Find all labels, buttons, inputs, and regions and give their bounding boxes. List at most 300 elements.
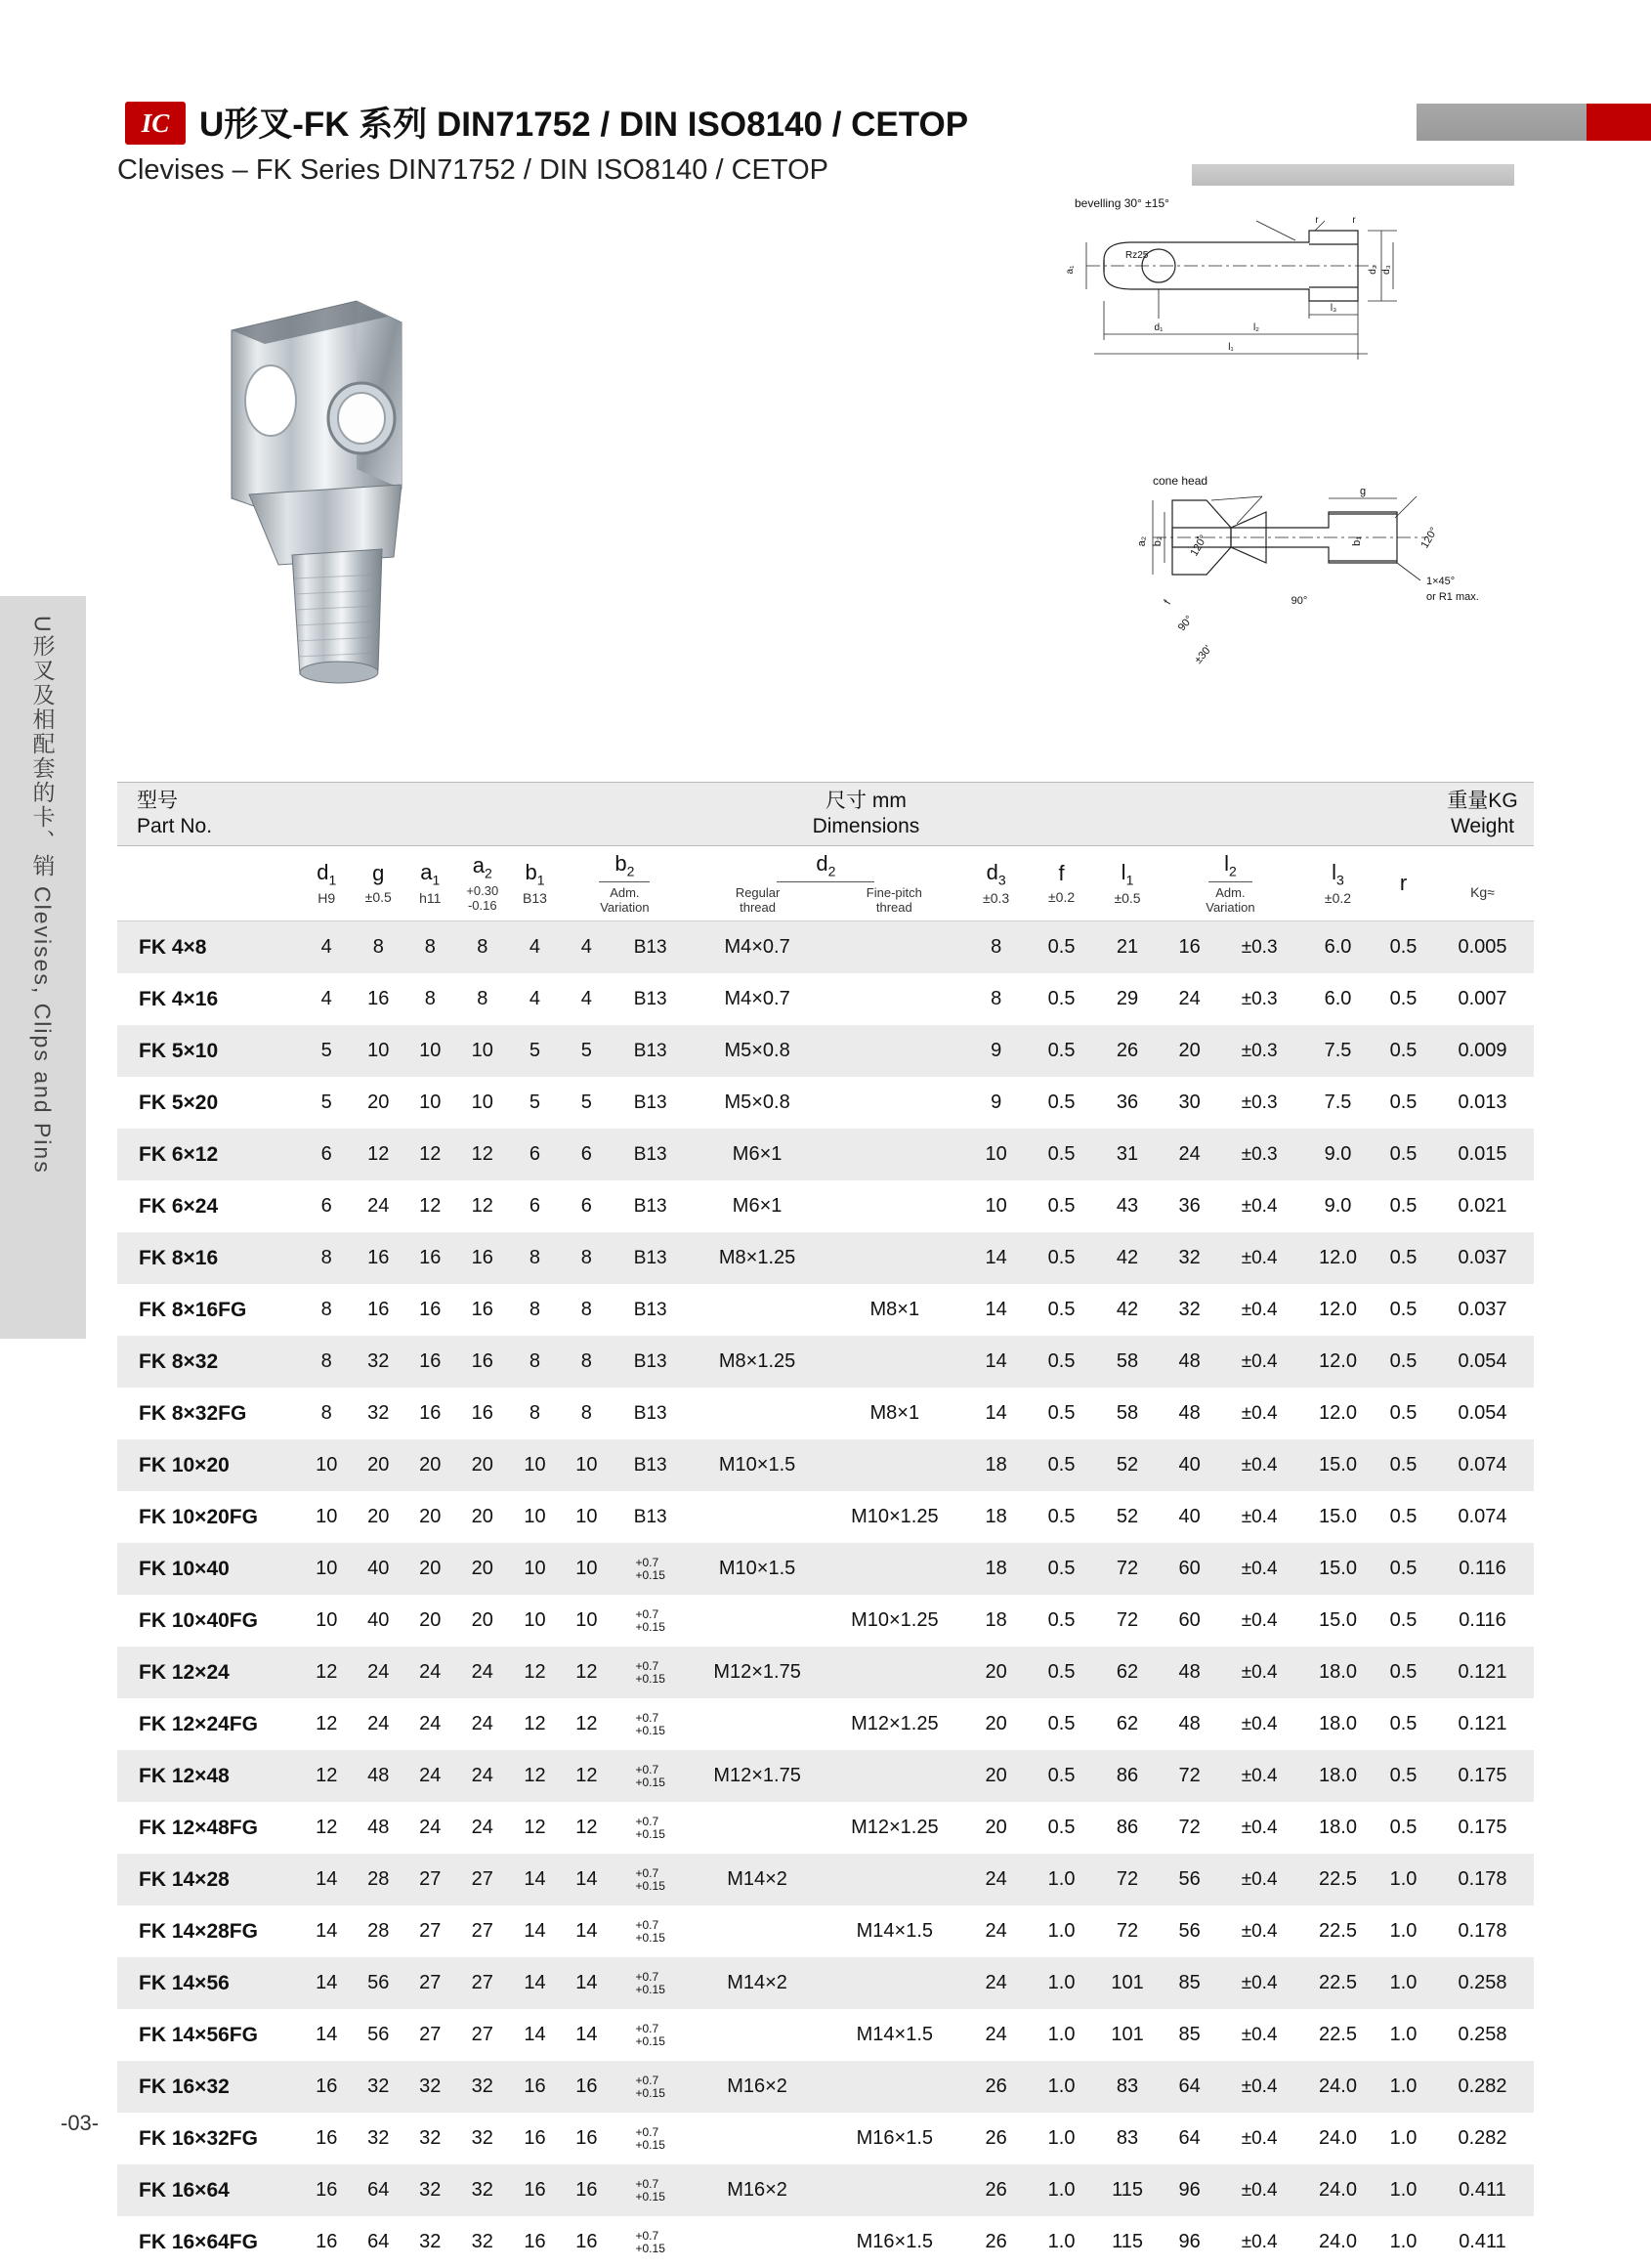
cell-g: 56: [353, 1957, 404, 2009]
cell-d1: 12: [301, 1750, 353, 1802]
cell-f: 0.5: [1029, 1180, 1094, 1232]
cell-l2-value: 48: [1161, 1698, 1218, 1750]
cell-b2-value: 8: [561, 1388, 613, 1439]
cell-r: 0.5: [1376, 921, 1431, 974]
cell-d2-fine: M16×1.5: [826, 2216, 963, 2268]
cell-r: 0.5: [1376, 1180, 1431, 1232]
col-l1: $l_1$ ±0.5: [1094, 846, 1161, 921]
cell-a2: 27: [456, 2009, 509, 2061]
cell-weight: 0.013: [1431, 1077, 1534, 1129]
cell-d2-fine: [826, 921, 963, 974]
cell-f: 0.5: [1029, 1802, 1094, 1854]
table-row: [117, 1595, 1534, 1647]
cell-d2-fine: M16×1.5: [826, 2113, 963, 2164]
cell-d2-regular: [689, 1698, 826, 1750]
cell-b2-value: 4: [561, 973, 613, 1025]
cell-g: 48: [353, 1802, 404, 1854]
cell-d2-fine: [826, 973, 963, 1025]
cell-l1: 115: [1094, 2216, 1161, 2268]
cell-d3: 24: [963, 1905, 1029, 1957]
cell-l3: 15.0: [1300, 1543, 1376, 1595]
svg-text:r: r: [1315, 215, 1319, 226]
cell-a2: 20: [456, 1439, 509, 1491]
cell-l3: 22.5: [1300, 1905, 1376, 1957]
table-group-header-row: [117, 783, 1534, 846]
cell-a1: 24: [404, 1647, 456, 1698]
cell-a1: 16: [404, 1336, 456, 1388]
col-b2: $b_2$ Adm. Variation: [561, 846, 689, 921]
table-row: [117, 921, 1534, 974]
cell-weight: 0.009: [1431, 1025, 1534, 1077]
cell-l2-variation: ±0.4: [1218, 1180, 1300, 1232]
cell-l2-value: 48: [1161, 1336, 1218, 1388]
cell-d1: 8: [301, 1232, 353, 1284]
cell-b1: 14: [509, 2009, 561, 2061]
svg-text:120°: 120°: [1189, 534, 1210, 559]
cell-b2-value: 12: [561, 1698, 613, 1750]
cell-l2-value: 48: [1161, 1388, 1218, 1439]
cell-g: 16: [353, 1284, 404, 1336]
cell-l2-value: 40: [1161, 1491, 1218, 1543]
cell-l1: 83: [1094, 2061, 1161, 2113]
col-weight: Kg≈: [1431, 846, 1534, 921]
cell-g: 24: [353, 1647, 404, 1698]
cell-l2-value: 36: [1161, 1180, 1218, 1232]
cell-a2: 24: [456, 1647, 509, 1698]
cell-b1: 12: [509, 1647, 561, 1698]
cell-d2-fine: M12×1.25: [826, 1802, 963, 1854]
cell-d1: 8: [301, 1336, 353, 1388]
header-red-bar: [1587, 104, 1651, 141]
svg-text:b₁: b₁: [1351, 536, 1363, 546]
cell-l2-variation: ±0.3: [1218, 1077, 1300, 1129]
cell-l2-variation: ±0.4: [1218, 1595, 1300, 1647]
cell-l2-value: 32: [1161, 1284, 1218, 1336]
cell-a1: 27: [404, 2009, 456, 2061]
table-row: [117, 2061, 1534, 2113]
svg-text:d₂: d₂: [1368, 265, 1378, 275]
cell-a1: 32: [404, 2216, 456, 2268]
cell-l1: 42: [1094, 1232, 1161, 1284]
cell-a2: 32: [456, 2061, 509, 2113]
cell-l2-value: 96: [1161, 2216, 1218, 2268]
cell-g: 32: [353, 2061, 404, 2113]
header-dimensions: [301, 783, 1431, 846]
cell-b1: 6: [509, 1129, 561, 1180]
cell-f: 0.5: [1029, 1698, 1094, 1750]
cell-l2-variation: ±0.4: [1218, 1698, 1300, 1750]
cell-d2-regular: M16×2: [689, 2061, 826, 2113]
cell-b2-value: 16: [561, 2113, 613, 2164]
cell-b2-variation: B13: [613, 1388, 689, 1439]
cell-d2-fine: M12×1.25: [826, 1698, 963, 1750]
cell-b1: 12: [509, 1750, 561, 1802]
cell-part-no: FK 5×10: [117, 1025, 301, 1077]
cell-l2-variation: ±0.3: [1218, 921, 1300, 974]
cell-g: 10: [353, 1025, 404, 1077]
cell-b2-variation: +0.7 +0.15: [613, 1750, 689, 1802]
cell-d1: 10: [301, 1543, 353, 1595]
cell-a2: 12: [456, 1180, 509, 1232]
header-weight-en: Weight: [1432, 814, 1533, 839]
cell-l1: 72: [1094, 1905, 1161, 1957]
header-weight-cn: 重量KG: [1432, 789, 1533, 814]
cell-l2-variation: ±0.4: [1218, 1284, 1300, 1336]
cell-b2-variation: B13: [613, 1439, 689, 1491]
cell-weight: 0.116: [1431, 1543, 1534, 1595]
cell-d2-regular: [689, 2216, 826, 2268]
cell-d2-regular: M5×0.8: [689, 1077, 826, 1129]
cell-g: 40: [353, 1543, 404, 1595]
cell-weight: 0.282: [1431, 2061, 1534, 2113]
cell-d2-fine: [826, 1854, 963, 1905]
cell-l3: 7.5: [1300, 1077, 1376, 1129]
cell-l2-variation: ±0.4: [1218, 1957, 1300, 2009]
cell-f: 0.5: [1029, 1284, 1094, 1336]
cell-d3: 26: [963, 2164, 1029, 2216]
table-row: [117, 2216, 1534, 2268]
side-tab: [0, 596, 86, 1339]
table-row: [117, 1750, 1534, 1802]
cell-b1: 10: [509, 1491, 561, 1543]
table-row: [117, 1802, 1534, 1854]
svg-text:l₃: l₃: [1331, 303, 1336, 314]
cell-r: 0.5: [1376, 1647, 1431, 1698]
table-row: [117, 1336, 1534, 1388]
cell-r: 1.0: [1376, 2061, 1431, 2113]
header-grey-bar: [1417, 104, 1587, 141]
cell-d2-regular: M12×1.75: [689, 1750, 826, 1802]
cell-b2-variation: +0.7 +0.15: [613, 2113, 689, 2164]
cell-l2-value: 60: [1161, 1595, 1218, 1647]
cell-d2-regular: M8×1.25: [689, 1232, 826, 1284]
cell-l1: 72: [1094, 1543, 1161, 1595]
cell-l3: 7.5: [1300, 1025, 1376, 1077]
cell-part-no: FK 12×48FG: [117, 1802, 301, 1854]
table-body: [117, 921, 1534, 2268]
cell-d3: 18: [963, 1543, 1029, 1595]
cell-b2-variation: +0.7 +0.15: [613, 1905, 689, 1957]
cell-b1: 14: [509, 1854, 561, 1905]
cell-part-no: FK 8×16: [117, 1232, 301, 1284]
page-number: -03-: [61, 2111, 99, 2136]
cell-a1: 20: [404, 1595, 456, 1647]
cell-d1: 16: [301, 2216, 353, 2268]
cell-b1: 4: [509, 921, 561, 974]
cell-f: 1.0: [1029, 2061, 1094, 2113]
cell-f: 0.5: [1029, 1388, 1094, 1439]
cell-part-no: FK 12×24FG: [117, 1698, 301, 1750]
cone-head-note: cone head: [1153, 474, 1207, 488]
cell-a2: 8: [456, 973, 509, 1025]
cell-l1: 101: [1094, 1957, 1161, 2009]
cell-d2-fine: [826, 1129, 963, 1180]
table-row: [117, 1957, 1534, 2009]
cell-l3: 18.0: [1300, 1750, 1376, 1802]
cell-l3: 12.0: [1300, 1284, 1376, 1336]
cell-l1: 115: [1094, 2164, 1161, 2216]
cell-part-no: FK 6×12: [117, 1129, 301, 1180]
cell-d1: 16: [301, 2164, 353, 2216]
technical-drawing-pin: [1006, 479, 1573, 772]
cell-d1: 8: [301, 1388, 353, 1439]
cell-part-no: FK 16×64FG: [117, 2216, 301, 2268]
cell-f: 0.5: [1029, 1439, 1094, 1491]
cell-l2-variation: ±0.4: [1218, 1491, 1300, 1543]
cell-l2-variation: ±0.3: [1218, 973, 1300, 1025]
cell-r: 0.5: [1376, 973, 1431, 1025]
page-header: [117, 98, 1534, 215]
cell-d3: 20: [963, 1750, 1029, 1802]
cell-l1: 26: [1094, 1025, 1161, 1077]
cell-b1: 10: [509, 1595, 561, 1647]
cell-weight: 0.007: [1431, 973, 1534, 1025]
cell-g: 64: [353, 2216, 404, 2268]
cell-f: 0.5: [1029, 1750, 1094, 1802]
cell-f: 0.5: [1029, 1232, 1094, 1284]
cell-b2-variation: +0.7 +0.15: [613, 1698, 689, 1750]
cell-f: 1.0: [1029, 2216, 1094, 2268]
cell-b2-variation: +0.7 +0.15: [613, 2164, 689, 2216]
cell-a2: 12: [456, 1129, 509, 1180]
cell-l2-variation: ±0.4: [1218, 1543, 1300, 1595]
cell-d3: 9: [963, 1025, 1029, 1077]
cell-l1: 101: [1094, 2009, 1161, 2061]
cell-a1: 20: [404, 1543, 456, 1595]
table-symbol-header-row: [117, 846, 1534, 921]
cell-f: 1.0: [1029, 1905, 1094, 1957]
cell-r: 1.0: [1376, 1957, 1431, 2009]
cell-d2-regular: [689, 1284, 826, 1336]
cell-a2: 8: [456, 921, 509, 974]
cell-a1: 27: [404, 1905, 456, 1957]
cell-d2-fine: [826, 1077, 963, 1129]
cell-b1: 8: [509, 1336, 561, 1388]
cell-d1: 4: [301, 973, 353, 1025]
cell-b2-value: 4: [561, 921, 613, 974]
cell-d2-fine: [826, 1957, 963, 2009]
cell-d3: 18: [963, 1491, 1029, 1543]
cell-d2-regular: M6×1: [689, 1129, 826, 1180]
cell-d2-regular: M16×2: [689, 2164, 826, 2216]
cell-a1: 16: [404, 1232, 456, 1284]
table-row: [117, 1025, 1534, 1077]
cell-b2-variation: B13: [613, 1336, 689, 1388]
cell-d2-regular: M10×1.5: [689, 1439, 826, 1491]
cell-l3: 9.0: [1300, 1180, 1376, 1232]
cell-b2-value: 12: [561, 1750, 613, 1802]
cell-f: 1.0: [1029, 2164, 1094, 2216]
cell-d2-regular: M6×1: [689, 1180, 826, 1232]
cell-b1: 6: [509, 1180, 561, 1232]
cell-r: 0.5: [1376, 1698, 1431, 1750]
cell-b1: 8: [509, 1388, 561, 1439]
table-row: [117, 1077, 1534, 1129]
cell-a2: 27: [456, 1905, 509, 1957]
cell-l2-variation: ±0.3: [1218, 1129, 1300, 1180]
cell-weight: 0.074: [1431, 1439, 1534, 1491]
cell-l1: 86: [1094, 1802, 1161, 1854]
cell-g: 28: [353, 1905, 404, 1957]
cell-b1: 12: [509, 1802, 561, 1854]
cell-l1: 43: [1094, 1180, 1161, 1232]
cell-d2-fine: M14×1.5: [826, 1905, 963, 1957]
col-d2: $d_2$ Regular thread Fine-pitch thread: [689, 846, 963, 921]
cell-part-no: FK 10×40: [117, 1543, 301, 1595]
cell-part-no: FK 8×16FG: [117, 1284, 301, 1336]
cell-a2: 20: [456, 1543, 509, 1595]
cell-d2-regular: M14×2: [689, 1854, 826, 1905]
svg-text:d₁: d₁: [1155, 322, 1164, 333]
cell-f: 0.5: [1029, 1647, 1094, 1698]
cell-b2-variation: B13: [613, 1129, 689, 1180]
col-a2: $a_2$ +0.30 -0.16: [456, 846, 509, 921]
cell-part-no: FK 6×24: [117, 1180, 301, 1232]
cell-d1: 5: [301, 1025, 353, 1077]
cell-d1: 10: [301, 1439, 353, 1491]
cell-part-no: FK 14×56FG: [117, 2009, 301, 2061]
cell-b2-variation: B13: [613, 1077, 689, 1129]
cell-b2-value: 8: [561, 1232, 613, 1284]
cell-d2-regular: M10×1.5: [689, 1543, 826, 1595]
cell-b2-value: 14: [561, 2009, 613, 2061]
cell-part-no: FK 14×28FG: [117, 1905, 301, 1957]
cell-weight: 0.054: [1431, 1336, 1534, 1388]
cell-l3: 12.0: [1300, 1336, 1376, 1388]
cell-b2-value: 14: [561, 1905, 613, 1957]
cell-b2-value: 6: [561, 1180, 613, 1232]
cell-l3: 24.0: [1300, 2164, 1376, 2216]
cell-r: 0.5: [1376, 1439, 1431, 1491]
header-dimensions-cn: 尺寸 mm: [302, 789, 1430, 814]
cell-a1: 16: [404, 1284, 456, 1336]
cell-a1: 32: [404, 2113, 456, 2164]
cell-a2: 16: [456, 1284, 509, 1336]
cell-a2: 20: [456, 1595, 509, 1647]
table-row: [117, 1491, 1534, 1543]
cell-r: 1.0: [1376, 2009, 1431, 2061]
cell-l2-variation: ±0.4: [1218, 2113, 1300, 2164]
cell-l2-value: 64: [1161, 2113, 1218, 2164]
cell-part-no: FK 12×48: [117, 1750, 301, 1802]
cell-b2-variation: +0.7 +0.15: [613, 1543, 689, 1595]
cell-d1: 12: [301, 1698, 353, 1750]
cell-d3: 24: [963, 1957, 1029, 2009]
cell-d3: 20: [963, 1647, 1029, 1698]
cell-b2-variation: B13: [613, 921, 689, 974]
cell-b2-variation: B13: [613, 1025, 689, 1077]
cell-weight: 0.282: [1431, 2113, 1534, 2164]
cell-a2: 16: [456, 1232, 509, 1284]
cell-part-no: FK 5×20: [117, 1077, 301, 1129]
cell-b1: 16: [509, 2164, 561, 2216]
cell-l1: 21: [1094, 921, 1161, 974]
cell-weight: 0.021: [1431, 1180, 1534, 1232]
cell-l1: 86: [1094, 1750, 1161, 1802]
cell-weight: 0.121: [1431, 1698, 1534, 1750]
header-grey-bar-2: [1192, 164, 1514, 186]
col-d1: $d_1$ H9: [301, 846, 353, 921]
cell-d2-fine: [826, 1750, 963, 1802]
cell-l1: 31: [1094, 1129, 1161, 1180]
cell-a2: 27: [456, 1854, 509, 1905]
cell-d2-fine: [826, 1336, 963, 1388]
cell-b2-variation: +0.7 +0.15: [613, 2216, 689, 2268]
cell-a1: 32: [404, 2164, 456, 2216]
cell-l2-variation: ±0.4: [1218, 1232, 1300, 1284]
cell-b2-value: 10: [561, 1543, 613, 1595]
chamfer-note-1: 1×45°: [1426, 576, 1455, 587]
cell-b2-value: 16: [561, 2061, 613, 2113]
table-row: [117, 1905, 1534, 1957]
cell-l3: 22.5: [1300, 2009, 1376, 2061]
cell-f: 1.0: [1029, 1957, 1094, 2009]
cell-r: 0.5: [1376, 1077, 1431, 1129]
table-row: [117, 1180, 1534, 1232]
cell-d1: 8: [301, 1284, 353, 1336]
cell-b2-value: 8: [561, 1284, 613, 1336]
cell-f: 1.0: [1029, 2009, 1094, 2061]
cell-a1: 8: [404, 973, 456, 1025]
header-part-no-cn: 型号: [137, 789, 300, 814]
brand-logo-icon: [125, 102, 186, 145]
cell-l2-variation: ±0.4: [1218, 1336, 1300, 1388]
cell-b2-value: 12: [561, 1802, 613, 1854]
cell-l3: 24.0: [1300, 2216, 1376, 2268]
cell-l1: 72: [1094, 1595, 1161, 1647]
cell-a2: 27: [456, 1957, 509, 2009]
cell-b1: 16: [509, 2113, 561, 2164]
cell-d3: 14: [963, 1284, 1029, 1336]
cell-l2-variation: ±0.4: [1218, 1905, 1300, 1957]
table-row: [117, 973, 1534, 1025]
cell-a1: 10: [404, 1025, 456, 1077]
cell-d1: 5: [301, 1077, 353, 1129]
cell-weight: 0.258: [1431, 1957, 1534, 2009]
cell-weight: 0.116: [1431, 1595, 1534, 1647]
cell-d3: 24: [963, 2009, 1029, 2061]
cell-b2-variation: +0.7 +0.15: [613, 1802, 689, 1854]
cell-a2: 24: [456, 1698, 509, 1750]
cell-d3: 18: [963, 1439, 1029, 1491]
cell-l1: 72: [1094, 1854, 1161, 1905]
cell-b2-value: 10: [561, 1491, 613, 1543]
cell-b2-variation: +0.7 +0.15: [613, 2009, 689, 2061]
cell-b2-variation: B13: [613, 973, 689, 1025]
svg-text:Rz25: Rz25: [1125, 250, 1149, 261]
cell-l1: 42: [1094, 1284, 1161, 1336]
cell-l3: 15.0: [1300, 1595, 1376, 1647]
svg-text:90°: 90°: [1176, 614, 1196, 633]
cell-l3: 6.0: [1300, 973, 1376, 1025]
svg-text:l₁: l₁: [1228, 342, 1234, 353]
cell-d2-regular: M4×0.7: [689, 973, 826, 1025]
chamfer-note-2: or R1 max.: [1426, 591, 1479, 603]
cell-g: 32: [353, 2113, 404, 2164]
cell-weight: 0.037: [1431, 1232, 1534, 1284]
product-photo: [210, 293, 532, 743]
header-dimensions-en: Dimensions: [302, 814, 1430, 839]
cell-r: 0.5: [1376, 1129, 1431, 1180]
cell-g: 24: [353, 1698, 404, 1750]
cell-l2-variation: ±0.3: [1218, 1025, 1300, 1077]
cell-b2-value: 10: [561, 1595, 613, 1647]
cell-a2: 24: [456, 1802, 509, 1854]
cell-l3: 6.0: [1300, 921, 1376, 974]
cell-b1: 8: [509, 1232, 561, 1284]
cell-b1: 14: [509, 1957, 561, 2009]
cell-r: 0.5: [1376, 1543, 1431, 1595]
